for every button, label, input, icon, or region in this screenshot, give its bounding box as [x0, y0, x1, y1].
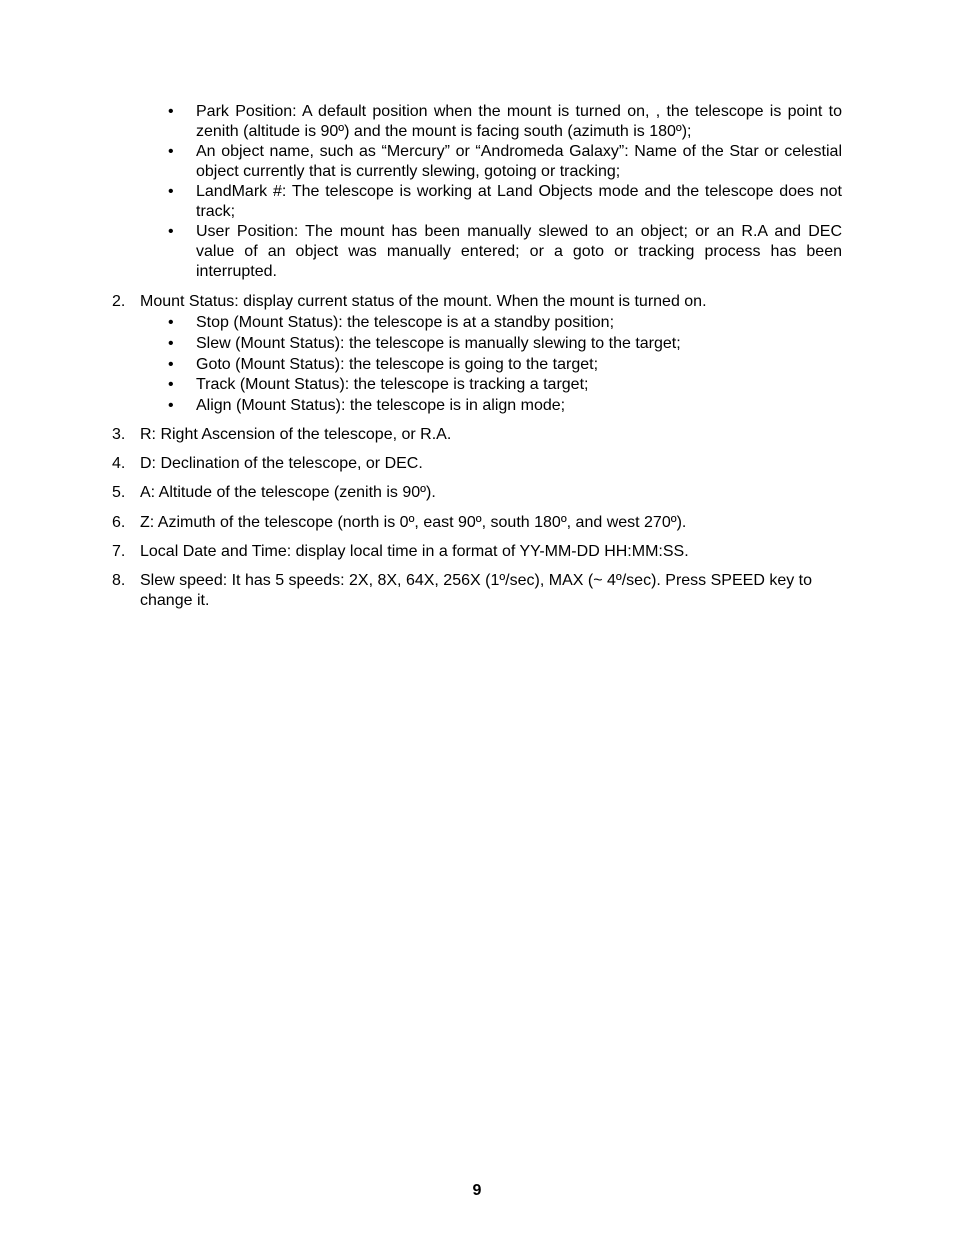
item-number: 5. — [112, 484, 126, 501]
bullet-icon: • — [168, 183, 174, 200]
list-item — [168, 355, 842, 376]
bullet-text: User Position: The mount has been manually slewed to an object; or an R.A and DEC value of an object was manually entered; or a goto or tracking process has been interrupted. — [196, 223, 842, 280]
bullet-icon: • — [168, 376, 174, 394]
position-bullet-list — [168, 102, 842, 282]
mount-status-bullet-list — [168, 313, 842, 417]
list-item — [168, 102, 842, 142]
item-text: Slew speed: It has 5 speeds: 2X, 8X, 64X, 256X (1º/sec), MAX (~ 4º/sec). Press SPEED key to change it. — [140, 572, 812, 609]
item-text: A: Altitude of the telescope (zenith is 90º). — [140, 484, 436, 501]
item-number: 2. — [112, 293, 126, 310]
bullet-text: LandMark #: The telescope is working at Land Objects mode and the telescope does not track; — [196, 183, 842, 220]
bullet-text: Align (Mount Status): the telescope is in align mode; — [196, 397, 566, 415]
list-item — [168, 222, 842, 282]
item-number: 4. — [112, 455, 126, 472]
bullet-icon: • — [168, 314, 174, 331]
list-item — [168, 334, 842, 355]
item-number: 3. — [112, 426, 126, 443]
item-text: R: Right Ascension of the telescope, or R.A. — [140, 426, 452, 443]
bullet-text: Stop (Mount Status): the telescope is at a standby position; — [196, 314, 615, 331]
list-item — [168, 182, 842, 222]
bullet-text: An object name, such as “Mercury” or “Andromeda Galaxy”: Name of the Star or celestial object currently that is currently slewing, gotoing or tracking; — [196, 143, 842, 180]
item-text: D: Declination of the telescope, or DEC. — [140, 455, 423, 472]
bullet-icon: • — [168, 103, 174, 120]
bullet-icon: • — [168, 334, 174, 352]
bullet-icon: • — [168, 355, 174, 373]
item-number: 6. — [112, 514, 126, 531]
bullet-text: Track (Mount Status): the telescope is tracking a target; — [196, 376, 589, 394]
list-item — [168, 396, 842, 417]
page-number: 9 — [472, 1182, 482, 1199]
bullet-text: Goto (Mount Status): the telescope is going to the target; — [196, 355, 599, 373]
list-item — [168, 313, 842, 334]
item-text: Local Date and Time: display local time in a format of YY-MM-DD HH:MM:SS. — [140, 543, 689, 560]
item-text: Mount Status: display current status of the mount. When the mount is turned on. — [140, 293, 707, 310]
bullet-icon: • — [168, 397, 174, 415]
bullet-text: Slew (Mount Status): the telescope is manually slewing to the target; — [196, 334, 681, 352]
item-number: 7. — [112, 543, 126, 560]
bullet-icon: • — [168, 223, 174, 240]
bullet-text: Park Position: A default position when the mount is turned on, , the telescope is point to zenith (altitude is 90º) and the mount is facing south (azimuth is 180º); — [196, 103, 842, 140]
item-text: Z: Azimuth of the telescope (north is 0º, east 90º, south 180º, and west 270º). — [140, 514, 687, 531]
item-number: 8. — [112, 572, 126, 589]
bullet-icon: • — [168, 143, 174, 160]
list-item — [168, 375, 842, 396]
list-item — [168, 142, 842, 182]
